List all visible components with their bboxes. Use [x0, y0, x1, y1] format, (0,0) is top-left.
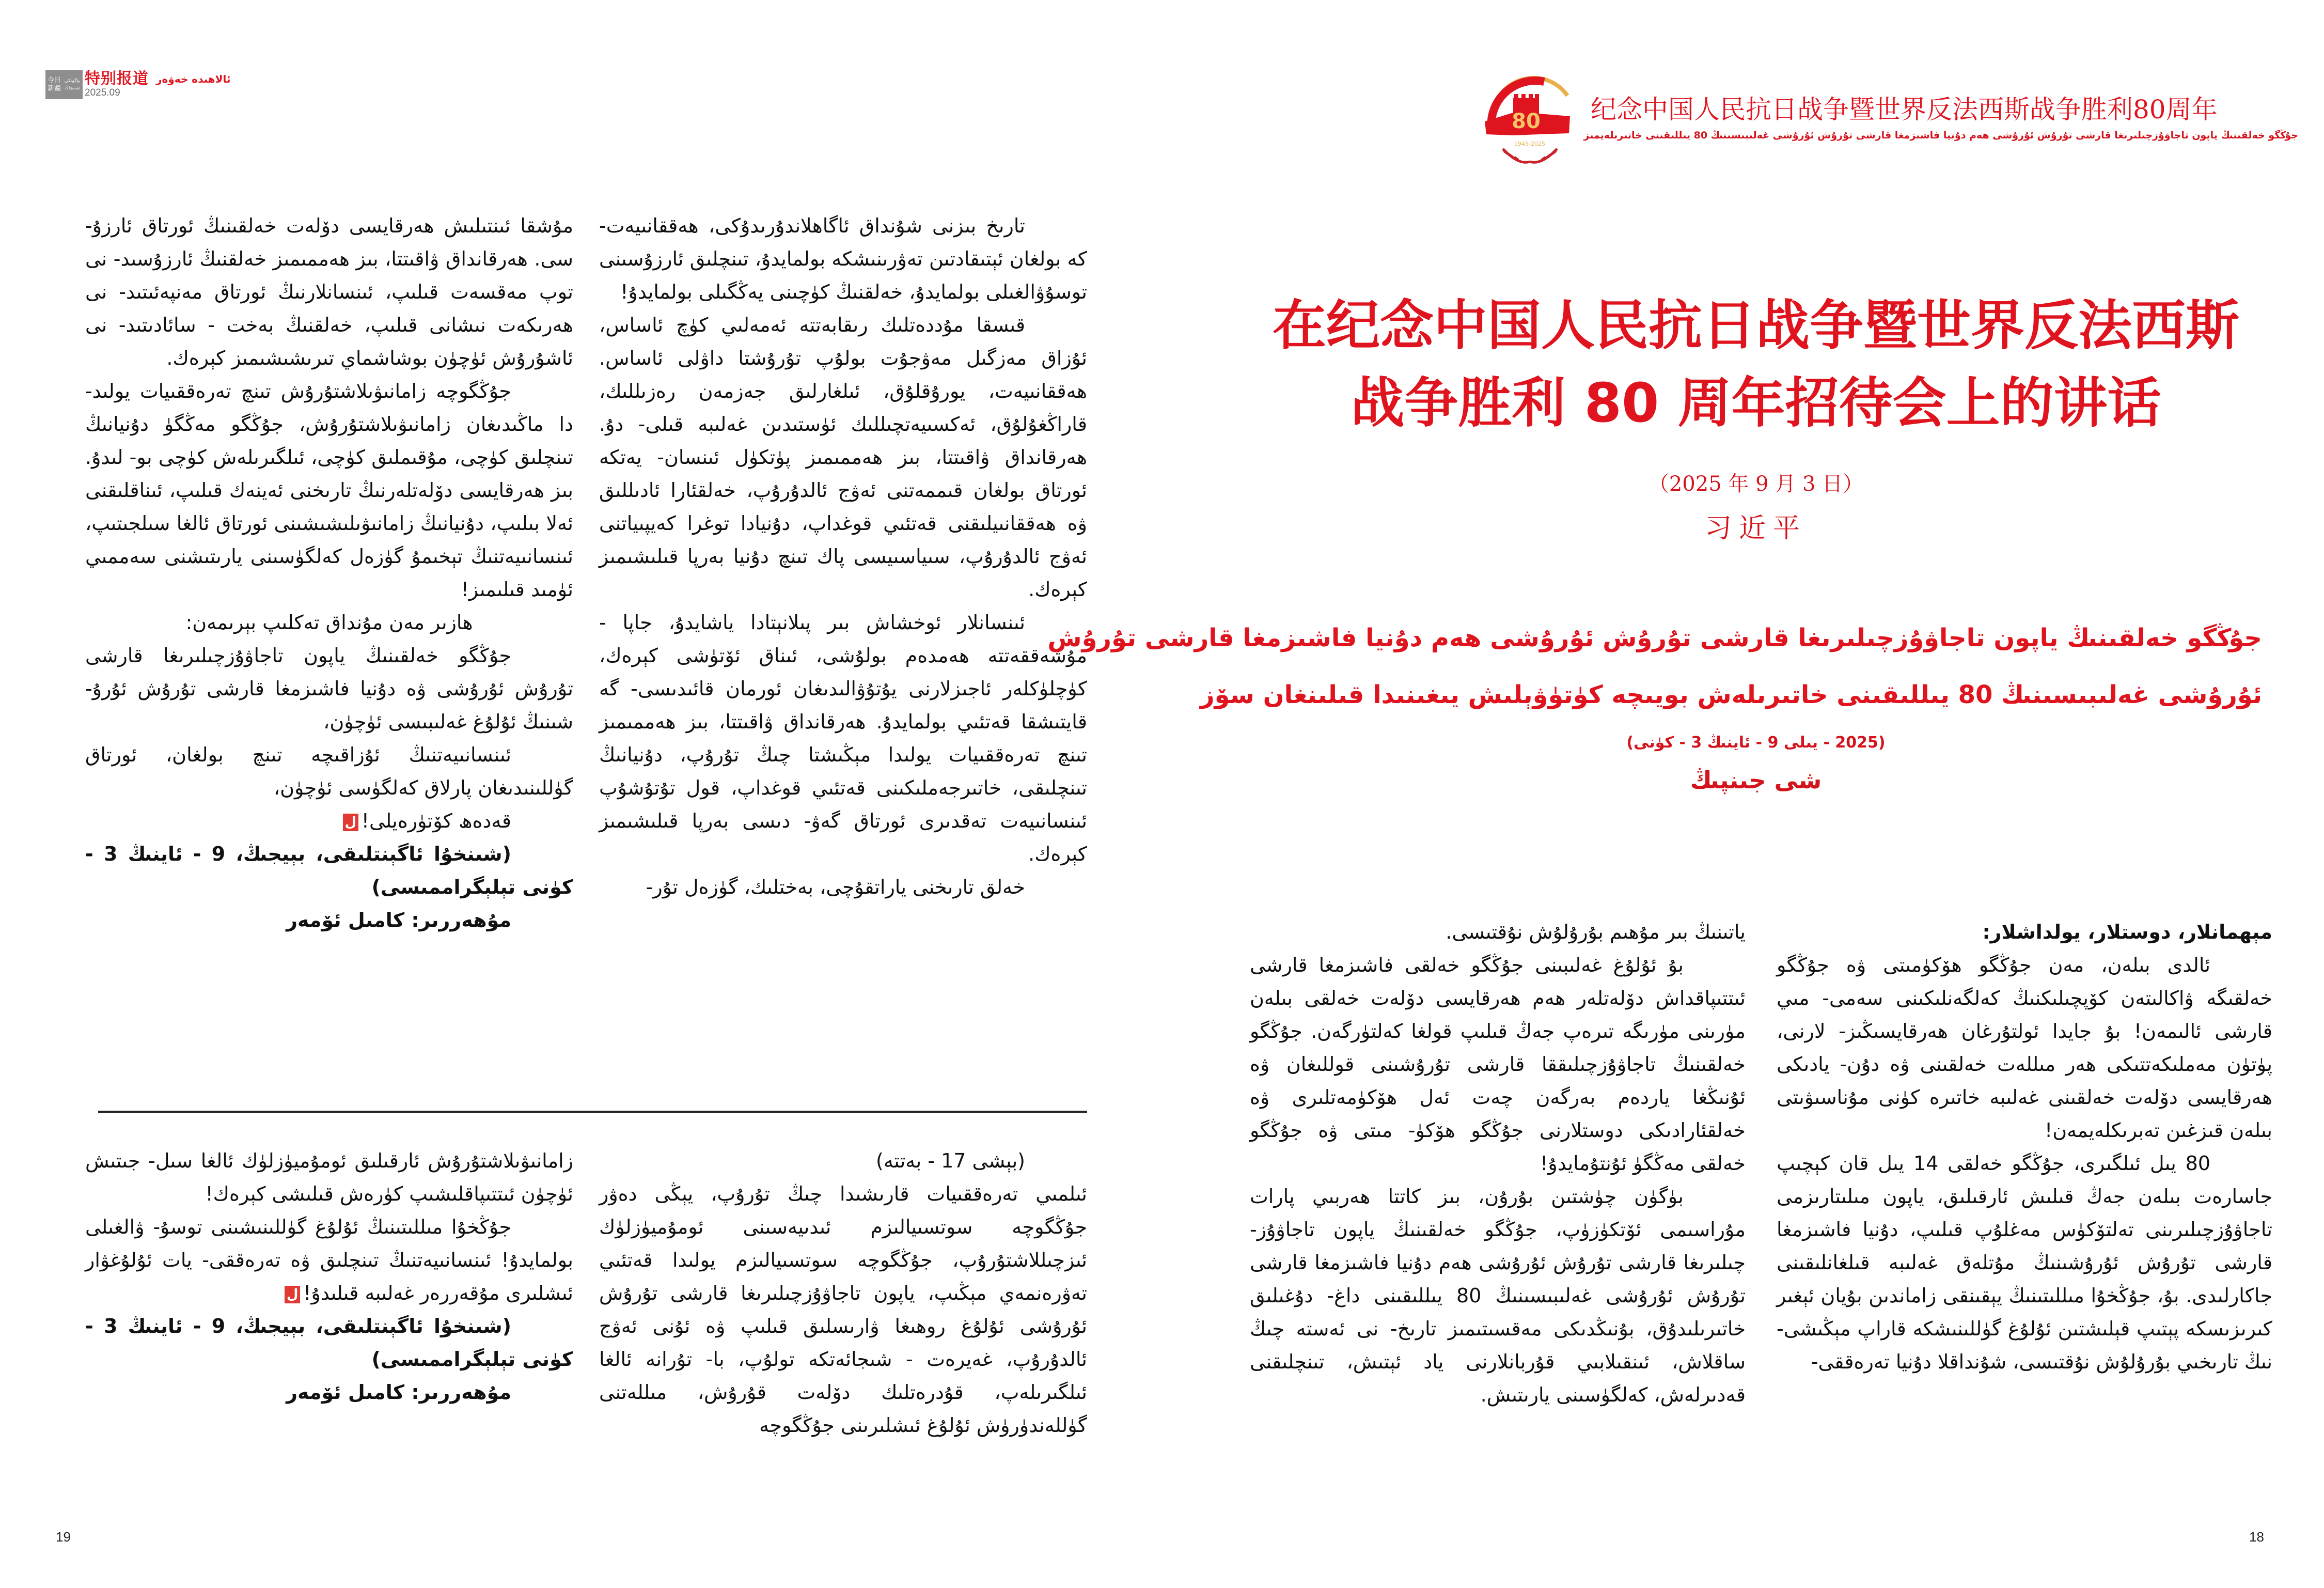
- banner-title-ug: جۇڭگو خەلقىنىڭ ياپون تاجاۋۇزچىلىرىغا قارشى تۇرۇش ئۇرۇشى ھەم دۇنيا فاشىزمغا قارشى تۇرۇش ئۇرۇشى غەلىبىسىنىڭ 80 يىللىقىنى خاتىرىلەيمىز: [1583, 130, 2298, 141]
- paragraph: [1777, 948, 2272, 1147]
- article-title-ug-line1: جۇڭگو خەلقىنىڭ ياپون تاجاۋۇزچىلىرىغا قارشى تۇرۇش ئۇرۇشى ھەم دۇنيا فاشىزمغا قارشى تۇرۇش: [1047, 624, 2262, 652]
- paragraph: [85, 375, 573, 606]
- text-column-l2: [85, 209, 573, 937]
- paragraph: [1250, 1180, 1746, 1411]
- paragraph-text: قىسقا مۇددەتلىك رىقابەتتە ئەمەلىي كۈچ ئاساس، ئۇزاق مەزگىل مەۋجۇت بولۇپ تۇرۇشتا داۋلى ئاساس. ھەققانىيەت، يورۇقلۇق، ئىلغارلىق جەزمەن رەزىللىك، قاراڭغۇلۇق، ئەكسىيەتچىللىك ئۈستىدىن غەلىبە قىلى- دۇ. ھەرقانداق ۋاقىتتا، بىز ھەممىمىز پۈتكۈل ئىنسان- يەتكە ئورتاق بولغان قىممەتنى ئەۋج ئالدۇرۇپ، خەلقئارا ئادىللىق ۋە ھەققانىيلىقنى قەتئىي قوغداپ، دۇنيادا توغرا كەيپىياتنى ئەۋج ئالدۇرۇپ، سىياسىيسى پاك تىنچ دۇنيا بەرپا قىلىشىمىز كېرەك.: [599, 314, 1087, 601]
- section-title-ug: ئالاھىدە خەۋەر: [156, 73, 231, 85]
- paragraph-text: جۇڭگوچە زامانىۋىلاشتۇرۇش تىنچ تەرەققىيات يولىد- دا ماڭىدىغان زامانىۋىلاشتۇرۇش، جۇڭگو مەڭگۈ دۇنيانىڭ تىنچلىق كۈچى، مۇقىملىق كۈچى، ئىلگىرىلەش كۈچى بو- لىدۇ. بىز ھەرقايسى دۆلەتلەرنىڭ تارىخنى ئەينەك قىلىپ، ئىناقلىقنى ئەلا بىلىپ، دۇنيانىڭ زامانىۋىلىشىشىنى ئورتاق ئالغا سىلجىتىپ، ئىنسانىيەتنىڭ تېخىمۇ گۈزەل كەلگۈسىنى يارىتىشنى سەممىي ئۈمىد قىلىمىز!: [85, 380, 573, 601]
- paragraph: [85, 1376, 573, 1409]
- paragraph-text: زامانىۋىلاشتۇرۇش ئارقىلىق ئومۇميۈزلۈك ئالغا سىل- جىتىش ئۈچۈن ئىتتىپاقلىشىپ كۈرەش قىلىشى كېرەك!: [85, 1149, 573, 1205]
- paragraph-text: مۇھەررىر: كامىل ئۆمەر: [286, 1381, 511, 1404]
- paragraph: [1777, 915, 2272, 948]
- paragraph: [599, 209, 1087, 308]
- article-title-ug-line2: ئۇرۇشى غەلىبىسىنىڭ 80 يىللىقىنى خاتىرىلەش بويىچە كۈتۈۋېلىش يىغىنىدا قىلىنغان سۆز: [1200, 680, 2262, 709]
- paragraph-text: ئىنسانلار ئوخشاش بىر پىلانېتادا ياشايدۇ، جاپا - مۇشەققەتتە ھەمدەم بولۇشى، ئىناق ئۆتۈشى كېرەك، كۈچلۈكلەر ئاجىزلارنى يۇتۇۋالىدىغان ئورمان قائىدىسى- گە قايتىشقا قەتئىي بولمايدۇ. ھەرقانداق ۋاقىتتا، بىز ھەممىمىز تىنچ تەرەققىيات يولىدا مېڭىشتا چىڭ تۇرۇپ، دۇنيانىڭ تىنچلىقى، خاتىرجەملىكىنى قەتئىي قوغداپ، قول تۇتۇشۇپ ئىنسانىيەت تەقدىرى ئورتاق گەۋ- دىسى بەرپا قىلىشىمىز كېرەك.: [599, 611, 1087, 865]
- paragraph-text: بۇ ئۇلۇغ غەلىبىنى جۇڭگو خەلقى فاشىزمغا قارشى ئىتتىپاقداش دۆلەتلەر ھەم ھەرقايسى دۆلەت خەلقى بىلەن مۈرىنى مۈرىگە تىرەپ جەڭ قىلىپ قولغا كەلتۈرگەن. جۇڭگو خەلقىنىڭ تاجاۋۇزچىلىققا قارشى تۇرۇشىنى قوللىغان ۋە ئۇنىڭغا ياردەم بەرگەن چەت ئەل ھۆكۈمەتلىرى ۋە خەلقئارادىكى دوستلارنى جۇڭگو ھۆكۈ- مىتى ۋە جۇڭگو خەلقى مەڭگۈ ئۇنتۇمايدۇ!: [1250, 954, 1746, 1175]
- paragraph: [599, 1144, 1087, 1177]
- paragraph-text: جۇڭگو خەلقىنىڭ ياپون تاجاۋۇزچىلىرىغا قارشى تۇرۇش ئۇرۇشى ۋە دۇنيا فاشىزمغا قارشى تۇرۇش ئۇرۇ- شىنىڭ ئۇلۇغ غەلىبىسى ئۈچۈن،: [85, 644, 573, 733]
- paragraph-text: ئىنسانىيەتنىڭ ئۇزاقىچە تىنچ بولغان، ئورتاق گۈللىنىدىغان پارلاق كەلگۈسى ئۈچۈن،: [85, 743, 573, 799]
- text-column-r2: [1250, 915, 1746, 1411]
- anniversary-banner: [1482, 65, 2298, 173]
- paragraph: [85, 209, 573, 375]
- paragraph: [85, 738, 573, 804]
- paragraph-text: مۇھەررىر: كامىل ئۆمەر: [286, 909, 511, 931]
- section-label: [85, 70, 231, 98]
- section-title-zh: 特别报道: [85, 70, 149, 88]
- paragraph-text: 80 يىل ئىلگىرى، جۇڭگو خەلقى 14 يىل قان كېچىپ جاسارەت بىلەن جەڭ قىلىش ئارقىلىق، ياپون مىلىتارىزمى تاجاۋۇزچىلىرىنى تەلتۆكۈس مەغلۇپ قىلىپ، دۇنيا فاشىزمغا قارشى تۇرۇش ئۇرۇشىنىڭ مۇتلەق غەلىبە قىلغانلىقىنى جاكارلىدى. بۇ، جۇڭخۇا مىللىتىنىڭ يېقىنقى زاماندىن بۇيان ئېغىر كىرىزىسكە پېتىپ قېلىشتىن ئۇلۇغ گۈللىنىشكە قاراپ مېڭىشى- نىڭ تارىخىي بۇرۇلۇش نۇقتىسى، شۇنداقلا دۇنيا تەرەققى-: [1777, 1152, 2272, 1373]
- article-author-zh: 习近平: [1704, 513, 1807, 544]
- paragraph-text: قەدەھ كۆتۈرەيلى!: [361, 809, 511, 832]
- paragraph: [599, 308, 1087, 606]
- article-title-zh-line2: 战争胜利 80 周年招待会上的讲话: [1351, 371, 2161, 434]
- article-title-block-zh: [1239, 287, 2272, 545]
- emblem-years: 1945-2025: [1514, 141, 1545, 147]
- paragraph: [85, 1144, 573, 1210]
- text-column-l3: [599, 1144, 1087, 1442]
- paragraph: [85, 1310, 573, 1376]
- paragraph: [85, 837, 573, 904]
- article-title-block-ug: [1047, 610, 2262, 794]
- emblem-number: 80: [1512, 110, 1541, 133]
- article-end-mark-icon: ل: [285, 1286, 300, 1303]
- banner-title-zh: 纪念中国人民抗日战争暨世界反法西斯战争胜利80周年: [1591, 95, 2218, 124]
- magazine-logo-ug: بۈگۈنكى شىنجاڭ: [64, 79, 81, 91]
- paragraph-text: ئىلمىي تەرەققىيات قارىشىدا چىڭ تۇرۇپ، يېڭى دەۋر جۇڭگوچە سوتسىيالىزم ئىدىيەسىنى ئومۇميۈزلۈك ئىزچىللاشتۇرۇپ، جۇڭگوچە سوتسىيالىزم يولىدا قەتئىي تەۋرەنمەي مېڭىپ، ياپون تاجاۋۇزچىلىرىغا قارشى تۇرۇش ئۇرۇشى ئۇلۇغ روھىغا ۋارىسلىق قىلىپ ۋە ئۇنى ئەۋج ئالدۇرۇپ، غەيرەت - شىجائەتكە تولۇپ، با- تۇرانە ئالغا ئىلگىرىلەپ، قۇدرەتلىك دۆلەت قۇرۇش، مىللەتنى گۈللەندۈرۈش ئۇلۇغ ئىشلىرىنى جۇڭگوچە: [599, 1182, 1087, 1437]
- anniversary-emblem-icon: [1482, 67, 1585, 170]
- magazine-logo: [45, 70, 83, 99]
- paragraph: [599, 606, 1087, 870]
- paragraph: [85, 606, 573, 639]
- section-divider: [98, 1111, 1087, 1113]
- paragraph: [85, 639, 573, 738]
- paragraph-text: ئالدى بىلەن، مەن جۇڭگو ھۆكۈمىتى ۋە جۇڭگو خەلقىگە ۋاكالىتەن كۆپچىلىكنىڭ كەلگەنلىكىنى سەمى- مىي قارشى ئالىمەن! بۇ جايدا ئولتۇرغان ھەرقايسىڭىز- لارنى، پۈتۈن مەملىكەتتىكى ھەر مىللەت خەلقىنى ۋە دۇن- يادىكى ھەرقايسى دۆلەت خەلقىنى غەلىبە خاتىرە كۈنى مۇناسىۋىتى بىلەن قىزغىن تەبرىكلەيمەن!: [1777, 954, 2272, 1142]
- page-number-left: 19: [56, 1529, 71, 1545]
- text-column-r1: [1777, 915, 2272, 1378]
- paragraph-text: (شىنخۇا ئاگېنتلىقى، بېيجىڭ، 9 - ئاينىڭ 3 - كۈنى تېلېگراممىسى): [85, 1315, 573, 1371]
- paragraph: [1250, 948, 1746, 1180]
- paragraph-text: تارىخ بىزنى شۇنداق ئاگاھلاندۇرىدۇكى، ھەققانىيەت- كە بولغان ئېتىقادتىن تەۋرىنىشكە بولمايدۇ، تىنچلىق ئارزۇسىنى توسۇۋالغىلى بولمايدۇ، خەلقنىڭ كۈچىنى يەڭگىلى بولمايدۇ!: [599, 214, 1087, 303]
- paragraph: [599, 1177, 1087, 1442]
- paragraph: [85, 1210, 573, 1310]
- paragraph-text: خەلق تارىخنى ياراتقۇچى، بەختلىك، گۈزەل تۇر-: [646, 876, 1025, 898]
- paragraph-text: مېھمانلار، دوستلار، يولداشلار:: [1982, 921, 2272, 943]
- paragraph: [599, 870, 1087, 904]
- paragraph-text: (بېشى 17 - بەتتە): [876, 1149, 1025, 1172]
- article-title-zh-line1: 在纪念中国人民抗日战争暨世界反法西斯: [1272, 294, 2239, 357]
- magazine-header: [45, 70, 231, 99]
- article-author-ug: شى جىنپىڭ: [1690, 766, 1822, 794]
- page-number-right: 18: [2249, 1529, 2264, 1545]
- magazine-logo-zh: 今日新疆: [48, 76, 61, 92]
- paragraph: [85, 904, 573, 937]
- article-date-ug: (2025 - يىلى 9 - ئاينىڭ 3 - كۈنى): [1626, 734, 1886, 752]
- article-end-mark-icon: ل: [343, 814, 358, 831]
- paragraph-text: ياتىنىڭ بىر مۇھىم بۇرۇلۇش نۇقتىسى.: [1446, 921, 1746, 943]
- text-column-l4: [85, 1144, 573, 1409]
- paragraph-text: بۈگۈن چۈشتىن بۇرۇن، بىز كاتتا ھەربىي پارات مۇراسىمى ئۆتكۈزۈپ، جۇڭگو خەلقىنىڭ ياپون تاجاۋۇز- چىلىرىغا قارشى تۇرۇش ئۇرۇشى ھەم دۇنيا فاشىزمغا قارشى تۇرۇش ئۇرۇشى غەلىبىسىنىڭ 80 يىللىقىنى داغ- دۇغىلىق خاتىرىلىدۇق، بۇنىڭدىكى مەقسىتىمىز تارىخ- نى ئەستە چىڭ ساقلاش، ئىنقىلابىي قۇربانلارنى ياد ئېتىش، تىنچلىقنى قەدىرلەش، كەلگۈسىنى يارىتىش.: [1250, 1185, 1746, 1406]
- paragraph-text: جۇڭخۇا مىللىتىنىڭ ئۇلۇغ گۈللىنىشىنى توسۇ- ۋالغىلى بولمايدۇ! ئىنسانىيەتنىڭ تىنچلىق ۋە تەرەققى- يات ئۇلۇغۋار ئىشلىرى مۇقەررەر غەلىبە قىلىدۇ!: [85, 1216, 573, 1304]
- article-date-zh: （2025 年 9 月 3 日）: [1648, 472, 1864, 496]
- paragraph: [85, 804, 573, 837]
- paragraph-text: ھازىر مەن مۇنداق تەكلىپ بېرىمەن:: [185, 611, 473, 634]
- text-column-l1: [599, 209, 1087, 904]
- paragraph-text: (شىنخۇا ئاگېنتلىقى، بېيجىڭ، 9 - ئاينىڭ 3 - كۈنى تېلېگراممىسى): [85, 843, 573, 898]
- issue-date: 2025.09: [85, 87, 120, 98]
- laurel-icon: [1503, 149, 1557, 162]
- paragraph-text: مۇشقا ئىنتىلىش ھەرقايسى دۆلەت خەلقىنىڭ ئورتاق ئارزۇ- سى. ھەرقانداق ۋاقىتتا، بىز ھەممىمىز خەلقنىڭ ئارزۇسىد- نى توپ مەقسەت قىلىپ، ئىنسانلارنىڭ ئورتاق مەنپەئىتىد- نى ھەرىكەت نىشانى قىلىپ، خەلقنىڭ بەخت - سائادىتىد- نى ئاشۇرۇش ئۈچۈن بوشاشماي تىرىشىشىمىز كېرەك.: [85, 214, 573, 369]
- paragraph: [1250, 915, 1746, 948]
- paragraph: [1777, 1147, 2272, 1378]
